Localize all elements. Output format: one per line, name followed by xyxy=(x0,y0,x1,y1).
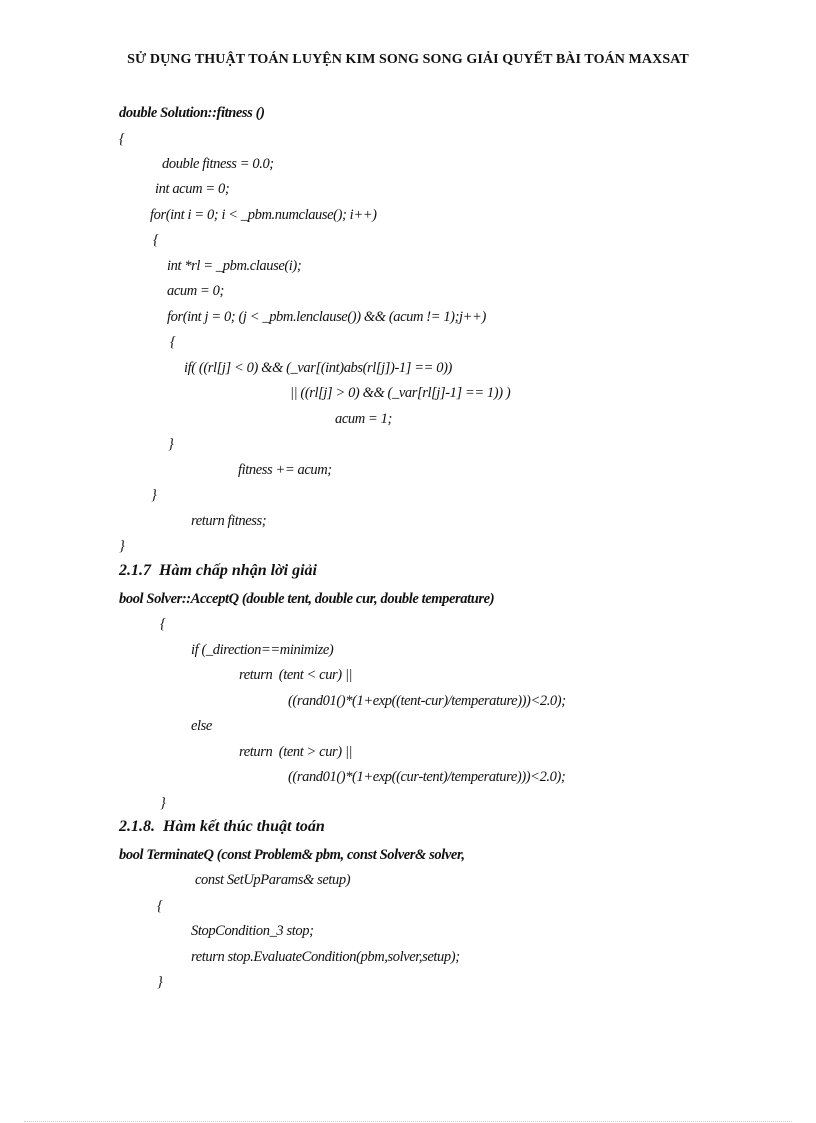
code-line: || ((rl[j] > 0) && (_var[rl[j]-1] == 1)) ) xyxy=(290,385,511,401)
code-line: { xyxy=(119,131,125,147)
code-line: } xyxy=(151,487,157,503)
code-line: return (tent < cur) || xyxy=(239,667,353,683)
code-line: return (tent > cur) || xyxy=(239,744,353,760)
code-line: { xyxy=(153,232,159,248)
code-line: if (_direction==minimize) xyxy=(191,642,334,658)
code-line: acum = 0; xyxy=(167,283,224,299)
code-line: for(int i = 0; i < _pbm.numclause(); i++) xyxy=(150,207,377,223)
code-line: } xyxy=(160,795,166,811)
code-line: double fitness = 0.0; xyxy=(162,156,274,172)
code-line: StopCondition_3 stop; xyxy=(191,923,314,939)
code-line: ((rand01()*(1+exp((cur-tent)/temperature)))<2.0); xyxy=(288,769,566,785)
code-line: acum = 1; xyxy=(335,411,392,427)
terminateq-signature: bool TerminateQ (const Problem& pbm, const Solver& solver, xyxy=(119,847,465,863)
code-line: else xyxy=(191,718,212,734)
code-line: return stop.EvaluateCondition(pbm,solver,setup); xyxy=(191,949,460,965)
code-line: if( ((rl[j] < 0) && (_var[(int)abs(rl[j])-1] == 0)) xyxy=(184,360,452,376)
code-line: { xyxy=(170,334,176,350)
code-line: } xyxy=(168,436,174,452)
section-heading-2-1-8: 2.1.8. Hàm kết thúc thuật toán xyxy=(119,818,325,835)
code-line: for(int j = 0; (j < _pbm.lenclause()) && (acum != 1);j++) xyxy=(167,309,486,325)
code-line: fitness += acum; xyxy=(238,462,332,478)
code-line: } xyxy=(157,974,163,990)
acceptq-signature: bool Solver::AcceptQ (double tent, double cur, double temperature) xyxy=(119,591,495,607)
code-line: const SetUpParams& setup) xyxy=(195,872,351,888)
code-line: return fitness; xyxy=(191,513,267,529)
code-line: { xyxy=(157,898,163,914)
code-line: { xyxy=(160,616,166,632)
code-line: int acum = 0; xyxy=(155,181,230,197)
fitness-signature: double Solution::fitness () xyxy=(119,105,265,121)
section-heading-2-1-7: 2.1.7 Hàm chấp nhận lời giải xyxy=(119,562,317,579)
code-line: int *rl = _pbm.clause(i); xyxy=(167,258,302,274)
footer-divider xyxy=(24,1121,792,1122)
running-header: SỬ DỤNG THUẬT TOÁN LUYỆN KIM SONG SONG GIẢI QUYẾT BÀI TOÁN MAXSAT xyxy=(127,52,689,67)
code-line: ((rand01()*(1+exp((tent-cur)/temperature)))<2.0); xyxy=(288,693,566,709)
code-line: } xyxy=(119,538,125,554)
